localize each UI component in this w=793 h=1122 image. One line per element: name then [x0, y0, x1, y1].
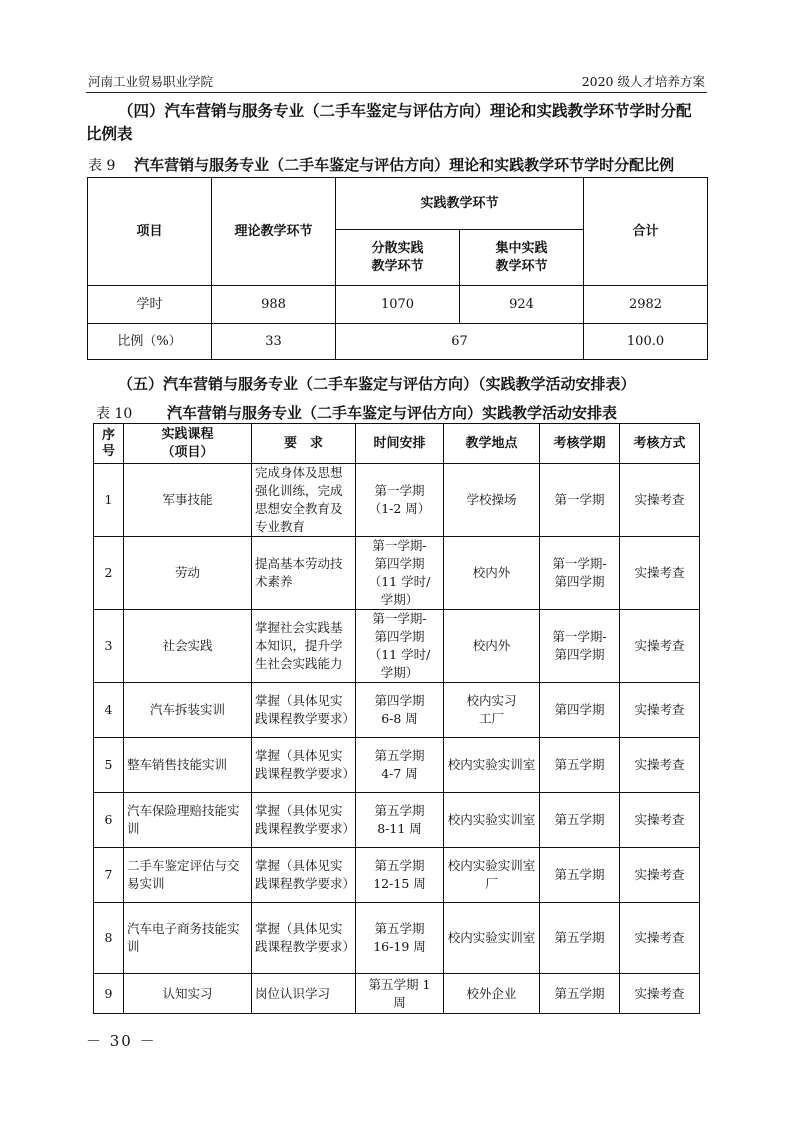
t9-head-practice: 实践教学环节 [336, 178, 584, 230]
table10-caption-title: 汽车营销与服务专业（二手车鉴定与评估方向）实践教学活动安排表 [167, 404, 618, 422]
table-row [94, 793, 700, 848]
t10-cell-place: 校内实验实训室厂 [444, 848, 540, 903]
t10-cell-term: 第五学期 [540, 738, 620, 793]
t10-cell-place: 校内实验实训室 [444, 738, 540, 793]
t10-head-term: 考核学期 [540, 424, 620, 464]
t10-cell-method: 实操考查 [620, 793, 700, 848]
t10-cell-req: 掌握（具体见实践课程教学要求） [252, 793, 356, 848]
t10-cell-no: 5 [94, 738, 124, 793]
table-row [94, 848, 700, 903]
t10-cell-method: 实操考查 [620, 683, 700, 738]
table-row [94, 537, 700, 610]
t10-cell-course: 二手车鉴定评估与交易实训 [124, 848, 252, 903]
table9-caption-title: 汽车营销与服务专业（二手车鉴定与评估方向）理论和实践教学环节学时分配比例 [134, 156, 675, 174]
t10-cell-place: 校内实验实训室 [444, 903, 540, 974]
t10-cell-method: 实操考查 [620, 848, 700, 903]
t10-cell-place: 学校操场 [444, 464, 540, 537]
t9-head-dispersed: 分散实践 教学环节 [336, 230, 460, 286]
t10-cell-course: 军事技能 [124, 464, 252, 537]
t10-cell-method: 实操考查 [620, 738, 700, 793]
t10-cell-time: 第五学期 16-19 周 [356, 903, 444, 974]
table9-caption-no: 表 9 [88, 158, 116, 174]
table10-caption-no: 表 10 [96, 406, 133, 422]
t10-cell-time: 第五学期 4-7 周 [356, 738, 444, 793]
table-row [94, 903, 700, 974]
table10-caption [96, 402, 617, 423]
t10-cell-course: 汽车拆装实训 [124, 683, 252, 738]
t10-cell-no: 4 [94, 683, 124, 738]
t10-cell-method: 实操考查 [620, 610, 700, 683]
t10-cell-no: 2 [94, 537, 124, 610]
t10-cell-method: 实操考查 [620, 903, 700, 974]
t10-cell-course: 汽车电子商务技能实训 [124, 903, 252, 974]
t10-cell-place: 校内实验实训室 [444, 793, 540, 848]
t10-cell-no: 3 [94, 610, 124, 683]
table-row [94, 974, 700, 1014]
section-4-heading [86, 100, 708, 146]
table-row [94, 464, 700, 537]
section-5-heading: （五）汽车营销与服务专业（二手车鉴定与评估方向）（实践教学活动安排表） [118, 375, 636, 393]
t10-cell-place: 校外企业 [444, 974, 540, 1014]
t10-cell-time: 第四学期 6-8 周 [356, 683, 444, 738]
t9-head-theory: 理论教学环节 [212, 178, 336, 286]
table-row [94, 738, 700, 793]
t9-hours-concentrated: 924 [460, 286, 584, 324]
t10-cell-no: 8 [94, 903, 124, 974]
t10-cell-req: 完成身体及思想强化训练，完成思想安全教育及专业教育 [252, 464, 356, 537]
t10-cell-term: 第五学期 [540, 793, 620, 848]
t10-cell-req: 掌握（具体见实践课程教学要求） [252, 903, 356, 974]
t10-cell-term: 第一学期- 第四学期 [540, 537, 620, 610]
t9-ratio-total: 100.0 [584, 324, 708, 360]
t9-head-item: 项目 [88, 178, 212, 286]
table-row [94, 610, 700, 683]
t10-cell-time: 第一学期- 第四学期 （11 学时/ 学期） [356, 610, 444, 683]
t10-cell-term: 第一学期- 第四学期 [540, 610, 620, 683]
t10-cell-place: 校内实习 工厂 [444, 683, 540, 738]
t10-cell-req: 掌握（具体见实践课程教学要求） [252, 683, 356, 738]
page-number: － 30 － [86, 1032, 157, 1050]
t10-cell-course: 劳动 [124, 537, 252, 610]
t10-cell-course: 社会实践 [124, 610, 252, 683]
t10-cell-time: 第五学期 8-11 周 [356, 793, 444, 848]
table-row [94, 683, 700, 738]
page-header [86, 70, 707, 93]
t9-hours-total: 2982 [584, 286, 708, 324]
t10-cell-term: 第五学期 [540, 974, 620, 1014]
t10-cell-no: 1 [94, 464, 124, 537]
t10-cell-time: 第五学期 12-15 周 [356, 848, 444, 903]
t10-head-no: 序 号 [94, 424, 124, 464]
table9-caption [88, 154, 674, 175]
t10-cell-time: 第一学期 （1-2 周） [356, 464, 444, 537]
t10-cell-term: 第五学期 [540, 848, 620, 903]
t10-cell-time: 第一学期- 第四学期 （11 学时/ 学期） [356, 537, 444, 610]
t10-cell-method: 实操考查 [620, 537, 700, 610]
section-4-line2: 比例表 [86, 125, 133, 143]
t10-cell-req: 掌握（具体见实践课程教学要求） [252, 848, 356, 903]
t9-ratio-theory: 33 [212, 324, 336, 360]
section-4-line1: （四）汽车营销与服务专业（二手车鉴定与评估方向）理论和实践教学环节学时分配 [118, 102, 692, 120]
t10-cell-course: 汽车保险理赔技能实训 [124, 793, 252, 848]
t10-cell-term: 第四学期 [540, 683, 620, 738]
t10-cell-no: 9 [94, 974, 124, 1014]
t9-ratio-label: 比例（%） [88, 324, 212, 360]
t10-cell-req: 岗位认识学习 [252, 974, 356, 1014]
t10-head-method: 考核方式 [620, 424, 700, 464]
t10-cell-term: 第五学期 [540, 903, 620, 974]
t9-hours-dispersed: 1070 [336, 286, 460, 324]
t10-head-course: 实践课程 （项目） [124, 424, 252, 464]
t10-cell-method: 实操考查 [620, 974, 700, 1014]
header-school: 河南工业贸易职业学院 [88, 74, 214, 89]
t10-cell-method: 实操考查 [620, 464, 700, 537]
t10-cell-no: 6 [94, 793, 124, 848]
t9-head-total: 合计 [584, 178, 708, 286]
table10 [93, 423, 700, 1014]
t10-cell-req: 提高基本劳动技术素养 [252, 537, 356, 610]
t10-cell-term: 第一学期 [540, 464, 620, 537]
t10-cell-course: 认知实习 [124, 974, 252, 1014]
t10-cell-req: 掌握（具体见实践课程教学要求） [252, 738, 356, 793]
t10-cell-no: 7 [94, 848, 124, 903]
table9 [87, 177, 708, 360]
t9-hours-label: 学时 [88, 286, 212, 324]
t10-head-time: 时间安排 [356, 424, 444, 464]
t9-head-concentrated: 集中实践 教学环节 [460, 230, 584, 286]
t10-head-req: 要 求 [252, 424, 356, 464]
t9-hours-theory: 988 [212, 286, 336, 324]
header-plan: 2020 级人才培养方案 [581, 74, 705, 89]
t9-ratio-practice: 67 [336, 324, 584, 360]
t10-cell-req: 掌握社会实践基本知识，提升学生社会实践能力 [252, 610, 356, 683]
t10-cell-place: 校内外 [444, 610, 540, 683]
t10-cell-course: 整车销售技能实训 [124, 738, 252, 793]
t10-cell-place: 校内外 [444, 537, 540, 610]
t10-head-place: 教学地点 [444, 424, 540, 464]
t10-cell-time: 第五学期 1 周 [356, 974, 444, 1014]
